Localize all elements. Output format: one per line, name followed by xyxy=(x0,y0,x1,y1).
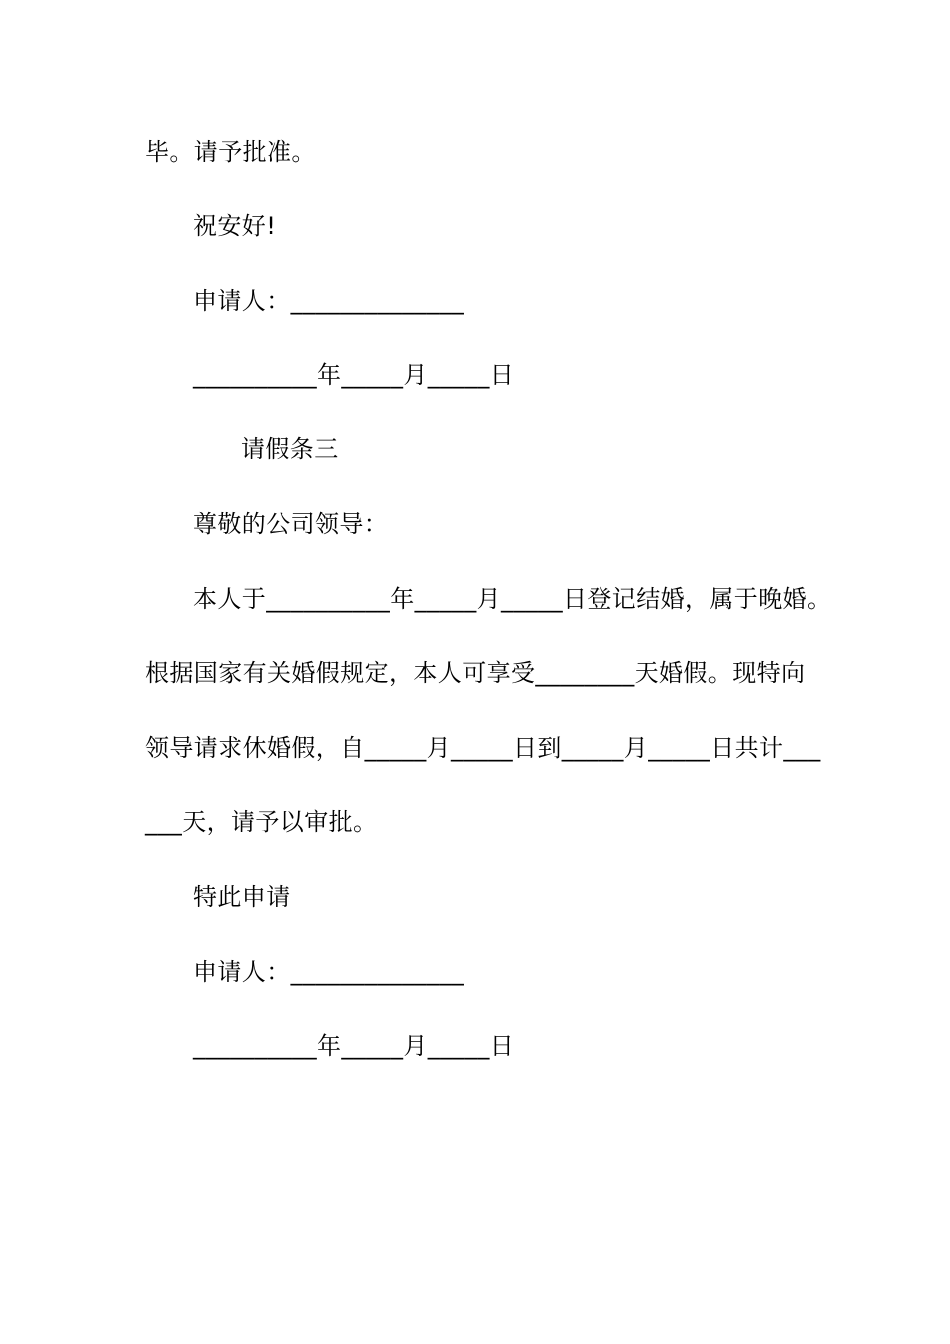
section-title: 请假条三 xyxy=(241,435,339,463)
applicant-signature-line: 申请人：______________ xyxy=(193,958,465,986)
closing-phrase: 特此申请 xyxy=(193,883,291,911)
body-paragraph-line-1: 本人于__________年_____月_____日登记结婚，属于晚婚。 xyxy=(193,585,832,613)
date-line: __________年_____月_____日 xyxy=(193,1032,515,1060)
body-paragraph-line-3: 领导请求休婚假，自_____月_____日到_____月_____日共计___ xyxy=(145,734,821,762)
body-paragraph-line-2: 根据国家有关婚假规定，本人可享受________天婚假。现特向 xyxy=(145,659,806,687)
closing-sentence-end: 毕。请予批准。 xyxy=(145,138,316,166)
body-paragraph-line-4: ___天，请予以审批。 xyxy=(145,808,378,836)
greeting-closing: 祝安好! xyxy=(193,212,277,240)
date-line: __________年_____月_____日 xyxy=(193,361,515,389)
applicant-signature-line: 申请人：______________ xyxy=(193,287,465,315)
salutation: 尊敬的公司领导： xyxy=(193,510,389,538)
